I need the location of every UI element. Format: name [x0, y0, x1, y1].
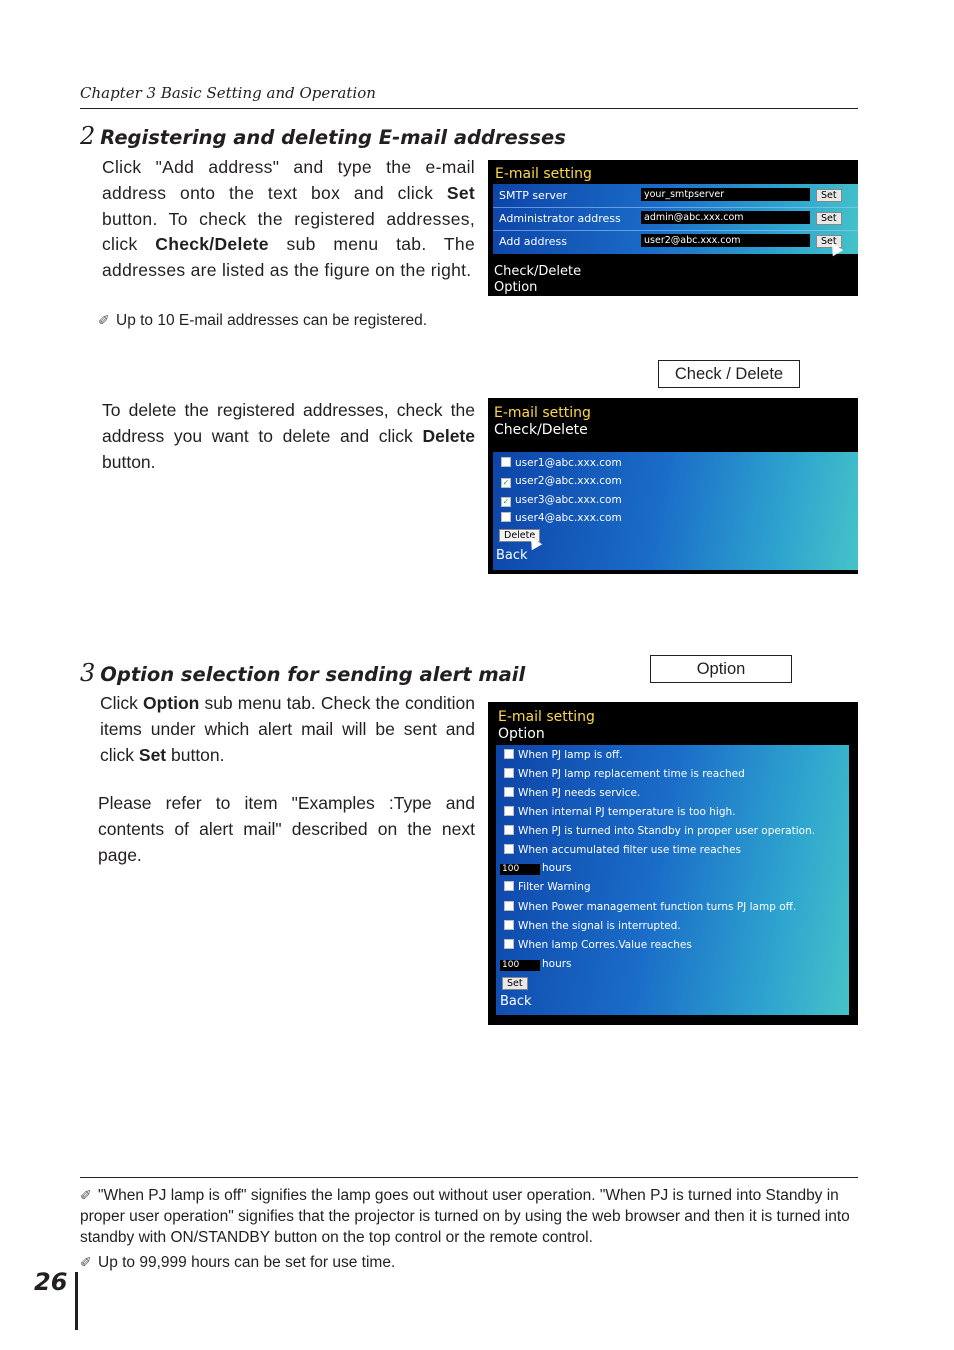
smtp-server-input[interactable]: your_smtpserver	[641, 188, 810, 201]
address-item-1[interactable]: user1@abc.xxx.com	[501, 454, 622, 472]
footnote-2: ✐ Up to 99,999 hours can be set for use time.	[80, 1254, 396, 1271]
back-link[interactable]: Back	[496, 548, 528, 563]
lamp-hours-input[interactable]: 100	[500, 960, 540, 971]
screen-title: E-mail setting	[498, 709, 595, 725]
check-delete-screen	[488, 398, 858, 574]
chapter-header: Chapter 3 Basic Setting and Operation	[80, 84, 376, 102]
check-delete-label: Check / Delete	[658, 360, 800, 388]
section-2-number: 2	[80, 122, 96, 150]
option-label: Option	[650, 655, 792, 683]
settings-panel	[493, 184, 858, 254]
section-2-heading	[80, 122, 566, 150]
smtp-server-row: SMTP server your_smtpserver Set	[493, 184, 858, 208]
option-power-management[interactable]: When Power management function turns PJ lamp off.	[504, 898, 796, 916]
section-2-paragraph-2: To delete the registered addresses, check the address you want to delete and click Delete button.	[102, 400, 475, 472]
pencil-icon: ✐	[98, 312, 110, 328]
section-3-paragraph-1: Click Option sub menu tab. Check the condition items under which alert mail will be sent and click Set button.	[100, 693, 475, 765]
checkbox[interactable]	[501, 512, 511, 522]
address-item-2[interactable]: ✓ user2@abc.xxx.com	[502, 475, 622, 487]
address-item-4[interactable]: user4@abc.xxx.com	[501, 509, 622, 527]
admin-set-button[interactable]: Set	[816, 212, 842, 225]
filter-hours-row: 100 hours	[502, 862, 572, 874]
admin-address-row: Administrator address admin@abc.xxx.com Set	[493, 207, 858, 231]
email-setting-screen	[488, 160, 858, 296]
check-delete-tab[interactable]: Check/Delete	[494, 264, 582, 279]
option-filter-warning[interactable]: Filter Warning	[504, 878, 591, 896]
header-rule	[80, 108, 858, 109]
section-3-number: 3	[80, 659, 96, 687]
option-panel	[496, 745, 849, 1015]
smtp-set-button[interactable]: Set	[816, 189, 842, 202]
section-2-title: Registering and deleting E-mail addresses	[100, 126, 566, 149]
screen-title: E-mail setting	[495, 166, 592, 182]
section-2-note: ✐ Up to 10 E-mail addresses can be registered.	[98, 312, 428, 329]
page-number-bar	[75, 1272, 78, 1330]
screen-subtitle: Check/Delete	[494, 422, 588, 438]
page-number: 26	[34, 1268, 68, 1296]
checkbox[interactable]	[501, 457, 511, 467]
address-item-3[interactable]: ✓ user3@abc.xxx.com	[502, 494, 622, 506]
option-needs-service[interactable]: When PJ needs service.	[504, 784, 640, 802]
add-set-button[interactable]: Set	[816, 235, 842, 248]
pencil-icon: ✐	[80, 1254, 92, 1270]
checkbox-checked[interactable]: ✓	[502, 497, 510, 506]
option-screen	[488, 702, 858, 1025]
checkbox-checked[interactable]: ✓	[502, 478, 510, 487]
option-lamp-off[interactable]: When PJ lamp is off.	[504, 746, 623, 764]
add-address-row: Add address user2@abc.xxx.com Set	[493, 230, 858, 253]
option-temperature[interactable]: When internal PJ temperature is too high.	[504, 803, 735, 821]
back-link[interactable]: Back	[500, 994, 532, 1009]
option-set-button[interactable]: Set	[502, 977, 528, 990]
screen-title: E-mail setting	[494, 405, 591, 421]
option-signal-interrupted[interactable]: When the signal is interrupted.	[504, 917, 681, 935]
option-filter-time[interactable]: When accumulated filter use time reaches	[504, 841, 741, 859]
section-3-title: Option selection for sending alert mail	[100, 663, 526, 686]
section-2-paragraph-1: Click "Add address" and type the e-mail address onto the text box and click Set button. To check the registered addresses, click Check/Delete sub menu tab. The addresses are listed as the figure on the right.	[102, 157, 475, 281]
section-3-heading	[80, 659, 525, 687]
lamp-hours-row: 100 hours	[502, 958, 572, 970]
add-address-input[interactable]: user2@abc.xxx.com	[641, 234, 810, 247]
option-tab[interactable]: Option	[494, 280, 538, 295]
option-lamp-replacement[interactable]: When PJ lamp replacement time is reached	[504, 765, 745, 783]
delete-button[interactable]: Delete	[499, 529, 540, 542]
address-list-panel	[493, 452, 858, 570]
option-standby[interactable]: When PJ is turned into Standby in proper user operation.	[504, 822, 815, 840]
section-3-paragraph-2: Please refer to item "Examples :Type and contents of alert mail" described on the next page.	[98, 793, 475, 865]
filter-hours-input[interactable]: 100	[500, 864, 540, 875]
footnote-1: ✐ "When PJ lamp is off" signifies the lamp goes out without user operation. "When PJ is turned into Standby in proper user operation" signifies that the projector is turned on by using the web browser and then it is turned into standby with ON/STANDBY button on the top control or the remote control.	[80, 1187, 850, 1246]
screen-subtitle: Option	[498, 726, 545, 742]
pencil-icon: ✐	[80, 1187, 92, 1203]
admin-address-input[interactable]: admin@abc.xxx.com	[641, 211, 810, 224]
option-lamp-corres[interactable]: When lamp Corres.Value reaches	[504, 936, 692, 954]
footer-rule	[80, 1177, 858, 1178]
